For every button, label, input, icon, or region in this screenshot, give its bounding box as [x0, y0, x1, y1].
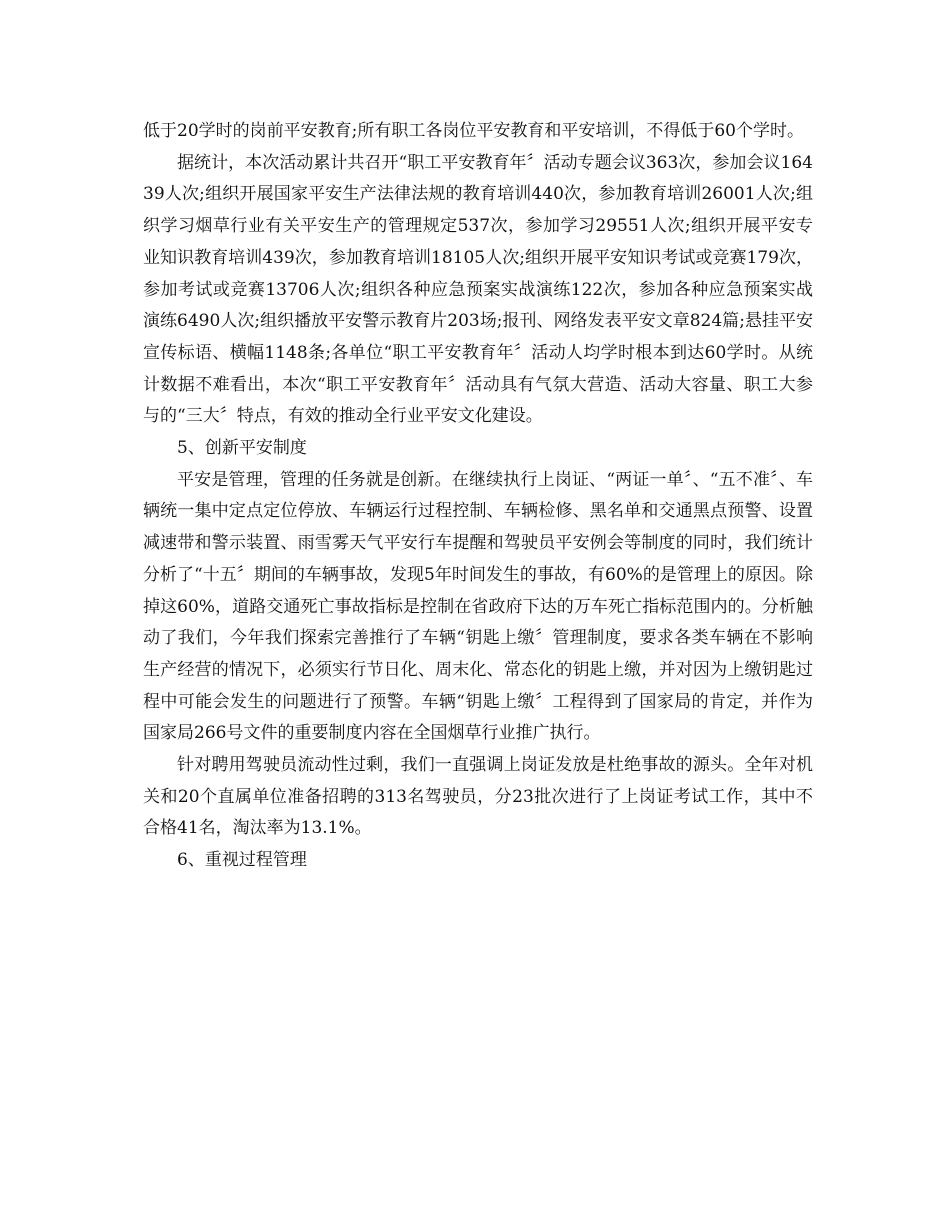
paragraph-safety-system: 平安是管理，管理的任务就是创新。在继续执行上岗证、“两证一单〞、“五不准〞、车辆统一集中定点定位停放、车辆运行过程控制、车辆检修、黑名单和交通黑点预警、设置减速带和警示装置、雨雪雾天气平安行车提醒和驾驶员平安例会等制度的同时，我们统计分析了“十五〞期间的车辆事故，发现5年时间发生的事故，有60%的是管理上的原因。除掉这60%，道路交通死亡事故指标是控制在省政府下达的万车死亡指标范围内的。分析触动了我们，今年我们探索完善推行了车辆“钥匙上缴〞管理制度，要求各类车辆在不影响生产经营的情况下，必须实行节日化、周末化、常态化的钥匙上缴，并对因为上缴钥匙过程中可能会发生的问题进行了预警。车辆“钥匙上缴〞工程得到了国家局的肯定，并作为国家局266号文件的重要制度内容在全国烟草行业推广执行。 — [143, 469, 813, 744]
section-heading-5: 5、创新平安制度 — [177, 438, 307, 459]
paragraph-driver-certification: 针对聘用驾驶员流动性过剩，我们一直强调上岗证发放是杜绝事故的源头。全年对机关和20个直属单位准备招聘的313名驾驶员，分23批次进行了上岗证考试工作，其中不合格41名，淘汰率为13.1%。 — [143, 755, 813, 839]
section-heading-6: 6、重视过程管理 — [177, 850, 307, 871]
paragraph-statistics: 据统计，本次活动累计共召开“职工平安教育年〞活动专题会议363次，参加会议16439人次;组织开展国家平安生产法律法规的教育培训440次，参加教育培训26001人次;组织学习烟草行业有关平安生产的管理规定537次，参加学习29551人次;组织开展平安专业知识教育培训439次，参加教育培训18105人次;组织开展平安知识考试或竞赛179次，参加考试或竞赛13706人次;组织各种应急预案实战演练122次，参加各种应急预案实战演练6490人次;组织播放平安警示教育片203场;报刊、网络发表平安文章824篇;悬挂平安宣传标语、横幅1148条;各单位“职工平安教育年〞活动人均学时根本到达60学时。从统计数据不难看出，本次“职工平安教育年〞活动具有气氛大营造、活动大容量、职工大参与的“三大〞特点，有效的推动全行业平安文化建设。 — [143, 152, 813, 427]
document-body — [143, 116, 813, 877]
paragraph-training-hours: 低于20学时的岗前平安教育;所有职工各岗位平安教育和平安培训，不得低于60个学时。 — [143, 121, 804, 141]
